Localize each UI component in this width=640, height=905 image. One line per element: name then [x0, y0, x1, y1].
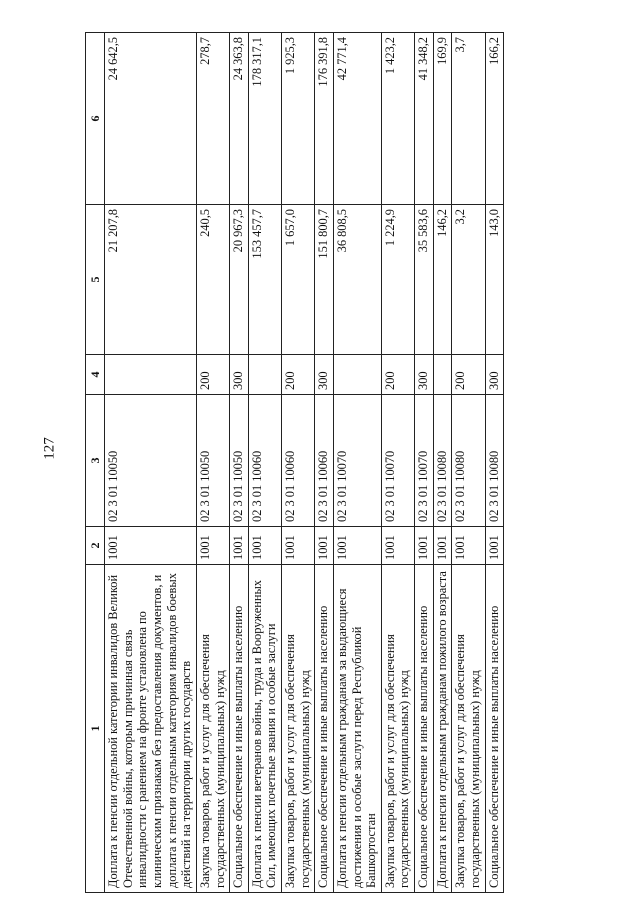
cell-target-article: 02 3 01 10060 — [315, 395, 334, 527]
cell-amount-col5: 151 800,7 — [315, 205, 334, 355]
table-row — [333, 33, 381, 893]
cell-amount-col5: 143,0 — [485, 205, 504, 355]
cell-name: Доплата к пенсии отдельным гражданам за выдающиеся достижения и особые заслуги перед Республикой Башкортостан — [333, 565, 381, 893]
cell-amount-col6: 41 348,2 — [415, 33, 434, 205]
cell-expense-type: 300 — [485, 355, 504, 395]
cell-name: Доплата к пенсии отдельной категории инвалидов Великой Отечественной войны, которым причинная связь инвалидности с ранением на фронте установлена по клиническим признакам без предоставления документов, и доплата к пенсии отдельным категориям инвалидов боевых действий на территории других государств — [105, 565, 197, 893]
table-row — [315, 33, 334, 893]
cell-name: Доплата к пенсии ветеранов войны, труда и Вооруженных Сил, имеющих почетные звания и особые заслуги — [248, 565, 281, 893]
table-row — [282, 33, 315, 893]
cell-target-article: 02 3 01 10060 — [248, 395, 281, 527]
table-row — [452, 33, 485, 893]
cell-amount-col6: 3,7 — [452, 33, 485, 205]
header-col-2: 2 — [86, 527, 105, 565]
cell-target-article: 02 3 01 10060 — [282, 395, 315, 527]
cell-amount-col6: 166,2 — [485, 33, 504, 205]
cell-amount-col5: 146,2 — [433, 205, 452, 355]
table-row — [415, 33, 434, 893]
cell-expense-type: 300 — [415, 355, 434, 395]
cell-section-code: 1001 — [381, 527, 414, 565]
cell-name: Закупка товаров, работ и услуг для обеспечения государственных (муниципальных) нужд — [452, 565, 485, 893]
cell-name: Доплата к пенсии отдельным гражданам пожилого возраста — [433, 565, 452, 893]
cell-amount-col5: 1 224,9 — [381, 205, 414, 355]
page-number: 127 — [41, 437, 58, 460]
cell-section-code: 1001 — [105, 527, 197, 565]
cell-amount-col6: 1 925,3 — [282, 33, 315, 205]
cell-target-article: 02 3 01 10070 — [333, 395, 381, 527]
cell-section-code: 1001 — [248, 527, 281, 565]
cell-section-code: 1001 — [333, 527, 381, 565]
cell-expense-type — [433, 355, 452, 395]
header-col-6: 6 — [86, 33, 105, 205]
table-row — [485, 33, 504, 893]
cell-name: Социальное обеспечение и иные выплаты населению — [485, 565, 504, 893]
cell-target-article: 02 3 01 10080 — [485, 395, 504, 527]
cell-amount-col6: 178 317,1 — [248, 33, 281, 205]
budget-table — [85, 32, 504, 893]
cell-amount-col6: 169,9 — [433, 33, 452, 205]
header-col-4: 4 — [86, 355, 105, 395]
cell-name: Социальное обеспечение и иные выплаты населению — [230, 565, 249, 893]
table-header-row — [86, 33, 105, 893]
cell-amount-col6: 1 423,2 — [381, 33, 414, 205]
cell-expense-type — [333, 355, 381, 395]
cell-name: Социальное обеспечение и иные выплаты населению — [315, 565, 334, 893]
cell-expense-type — [105, 355, 197, 395]
table-body — [105, 33, 504, 893]
table-row — [248, 33, 281, 893]
cell-target-article: 02 3 01 10050 — [196, 395, 229, 527]
table-row — [433, 33, 452, 893]
cell-amount-col5: 35 583,6 — [415, 205, 434, 355]
cell-name: Закупка товаров, работ и услуг для обеспечения государственных (муниципальных) нужд — [196, 565, 229, 893]
table-row — [230, 33, 249, 893]
cell-amount-col5: 21 207,8 — [105, 205, 197, 355]
cell-expense-type: 200 — [282, 355, 315, 395]
cell-section-code: 1001 — [196, 527, 229, 565]
cell-amount-col5: 20 967,3 — [230, 205, 249, 355]
cell-expense-type — [248, 355, 281, 395]
header-col-5: 5 — [86, 205, 105, 355]
cell-target-article: 02 3 01 10070 — [381, 395, 414, 527]
cell-amount-col5: 3,2 — [452, 205, 485, 355]
cell-expense-type: 300 — [230, 355, 249, 395]
cell-target-article: 02 3 01 10070 — [415, 395, 434, 527]
cell-target-article: 02 3 01 10050 — [105, 395, 197, 527]
cell-section-code: 1001 — [452, 527, 485, 565]
table-row — [105, 33, 197, 893]
cell-expense-type: 200 — [452, 355, 485, 395]
cell-amount-col5: 240,5 — [196, 205, 229, 355]
table-row — [381, 33, 414, 893]
cell-section-code: 1001 — [230, 527, 249, 565]
cell-target-article: 02 3 01 10080 — [433, 395, 452, 527]
cell-amount-col5: 36 808,5 — [333, 205, 381, 355]
cell-section-code: 1001 — [485, 527, 504, 565]
cell-amount-col6: 176 391,8 — [315, 33, 334, 205]
cell-section-code: 1001 — [433, 527, 452, 565]
table-container — [85, 33, 581, 893]
cell-amount-col6: 42 771,4 — [333, 33, 381, 205]
cell-name: Социальное обеспечение и иные выплаты населению — [415, 565, 434, 893]
cell-expense-type: 200 — [381, 355, 414, 395]
header-col-3: 3 — [86, 395, 105, 527]
rotated-table-frame — [85, 33, 581, 893]
cell-section-code: 1001 — [415, 527, 434, 565]
cell-target-article: 02 3 01 10050 — [230, 395, 249, 527]
cell-amount-col6: 24 642,5 — [105, 33, 197, 205]
cell-section-code: 1001 — [315, 527, 334, 565]
cell-amount-col6: 24 363,8 — [230, 33, 249, 205]
cell-target-article: 02 3 01 10080 — [452, 395, 485, 527]
cell-amount-col5: 153 457,7 — [248, 205, 281, 355]
cell-name: Закупка товаров, работ и услуг для обеспечения государственных (муниципальных) нужд — [282, 565, 315, 893]
table-row — [196, 33, 229, 893]
cell-section-code: 1001 — [282, 527, 315, 565]
header-col-1: 1 — [86, 565, 105, 893]
cell-amount-col5: 1 657,0 — [282, 205, 315, 355]
cell-amount-col6: 278,7 — [196, 33, 229, 205]
cell-expense-type: 200 — [196, 355, 229, 395]
cell-name: Закупка товаров, работ и услуг для обеспечения государственных (муниципальных) нужд — [381, 565, 414, 893]
cell-expense-type: 300 — [315, 355, 334, 395]
